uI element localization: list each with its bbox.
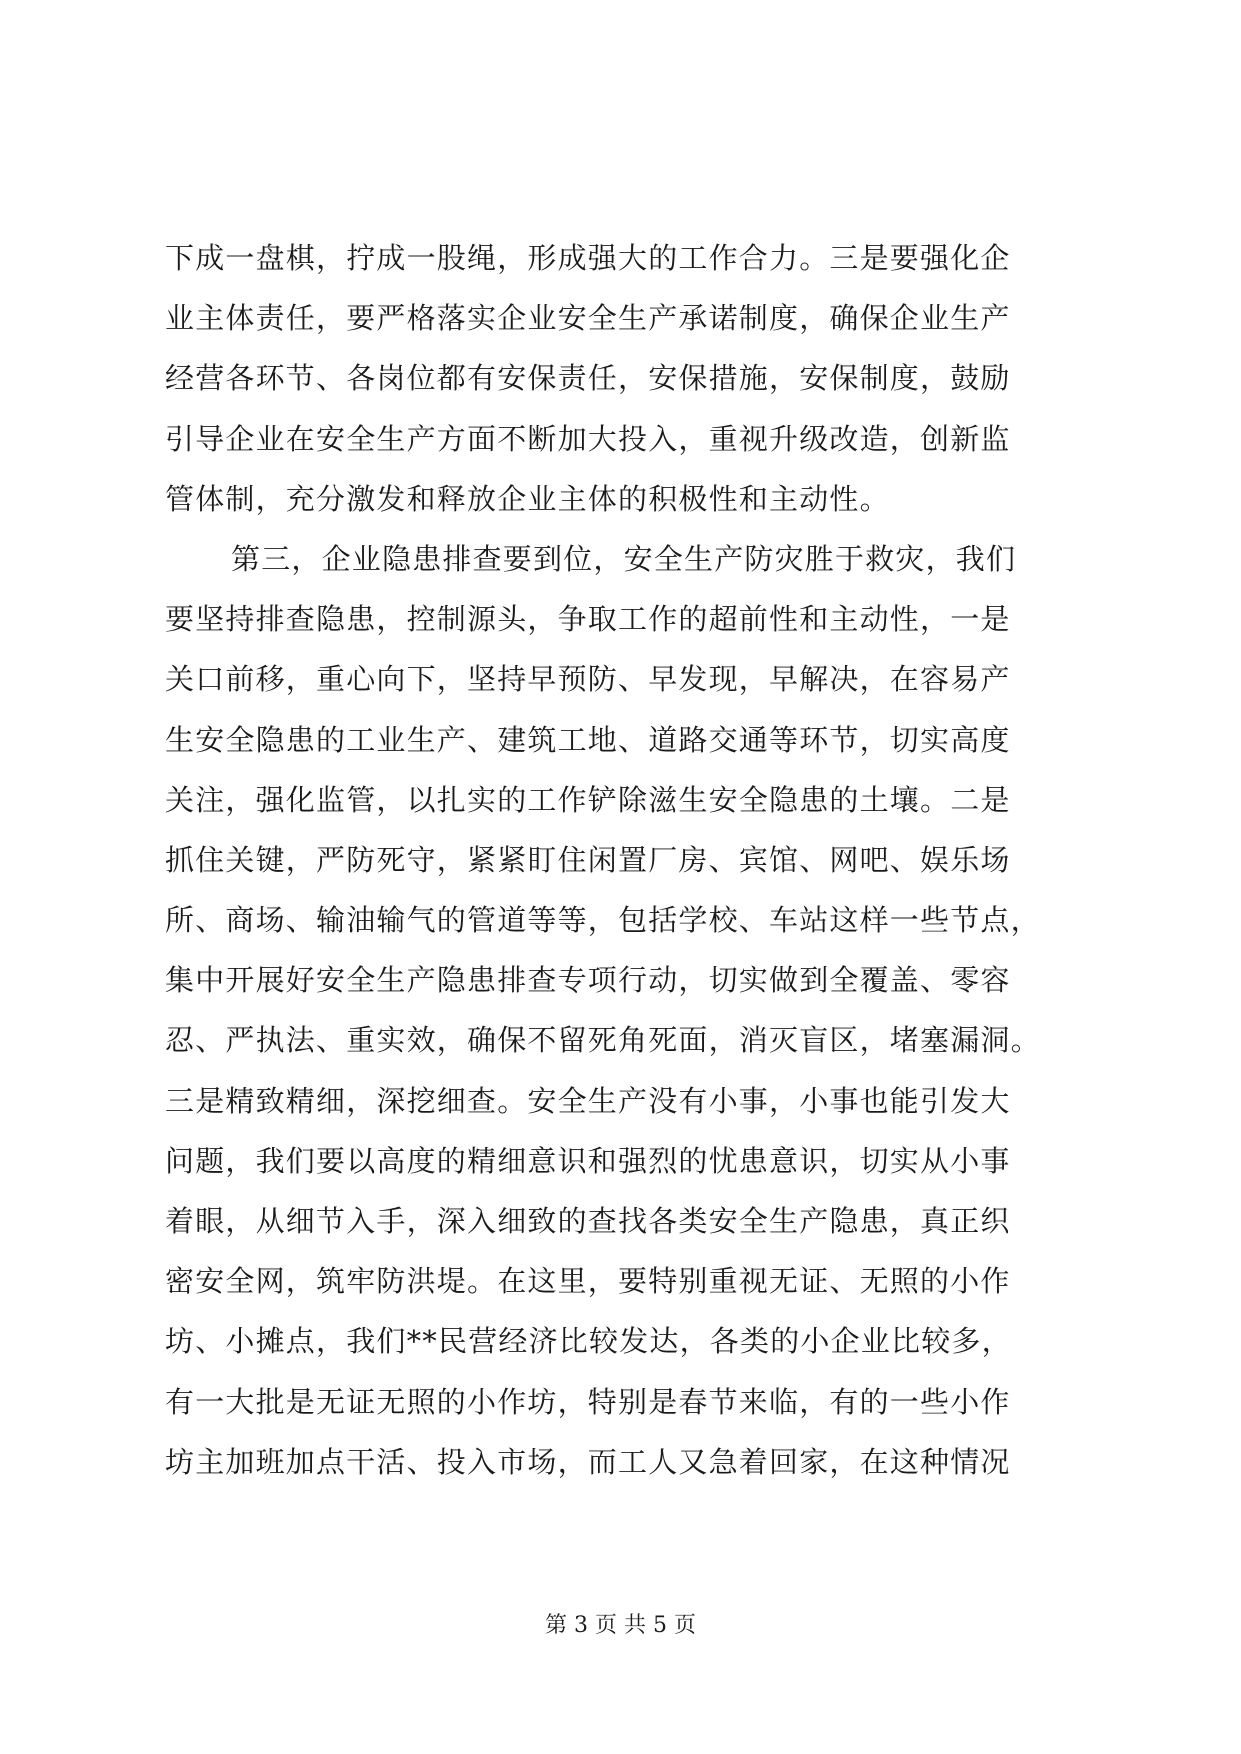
paragraph-start-line: 第三，企业隐患排查要到位，安全生产防灾胜于救灾，我们	[231, 541, 1017, 576]
body-text	[165, 228, 1105, 1492]
text-line: 三是精致精细，深挖细查。安全生产没有小事，小事也能引发大	[165, 1083, 1011, 1118]
text-line: 坊、小摊点，我们**民营经济比较发达，各类的小企业比较多，	[165, 1324, 1012, 1359]
text-line: 有一大批是无证无照的小作坊，特别是春节来临，有的一些小作	[165, 1384, 1011, 1419]
text-line: 忍、严执法、重实效，确保不留死角死面，消灭盲区，堵塞漏洞。	[165, 1023, 1041, 1058]
text-line: 管体制，充分激发和释放企业主体的积极性和主动性。	[165, 481, 890, 516]
text-line: 下成一盘棋，拧成一股绳，形成强大的工作合力。三是要强化企	[165, 241, 1011, 275]
text-line: 要坚持排查隐患，控制源头，争取工作的超前性和主动性，一是	[165, 602, 1011, 637]
text-line: 经营各环节、各岗位都有安保责任，安保措施，安保制度，鼓励	[165, 361, 1011, 396]
text-line: 集中开展好安全生产隐患排查专项行动，切实做到全覆盖、零容	[165, 963, 1011, 998]
text-line: 问题，我们要以高度的精细意识和强烈的忧患意识，切实从小事	[165, 1143, 1011, 1178]
page-number-footer: 第 3 页 共 5 页	[545, 1613, 696, 1638]
text-line: 关口前移，重心向下，坚持早预防、早发现，早解决，在容易产	[165, 662, 1011, 697]
text-line: 关注，强化监管，以扎实的工作铲除滋生安全隐患的土壤。二是	[165, 782, 1011, 817]
text-line: 坊主加班加点干活、投入市场，而工人又急着回家，在这种情况	[165, 1444, 1011, 1479]
text-line: 着眼，从细节入手，深入细致的查找各类安全生产隐患，真正织	[165, 1204, 1011, 1238]
text-line: 引导企业在安全生产方面不断加大投入，重视升级改造，创新监	[165, 421, 1011, 456]
text-line: 抓住关键，严防死守，紧紧盯住闲置厂房、宾馆、网吧、娱乐场	[165, 842, 1011, 877]
text-line: 业主体责任，要严格落实企业安全生产承诺制度，确保企业生产	[165, 301, 1011, 336]
text-line: 密安全网，筑牢防洪堤。在这里，要特别重视无证、无照的小作	[165, 1264, 1011, 1299]
text-line: 所、商场、输油输气的管道等等，包括学校、车站这样一些节点，	[165, 903, 1041, 938]
text-line: 生安全隐患的工业生产、建筑工地、道路交通等环节，切实高度	[165, 722, 1011, 757]
